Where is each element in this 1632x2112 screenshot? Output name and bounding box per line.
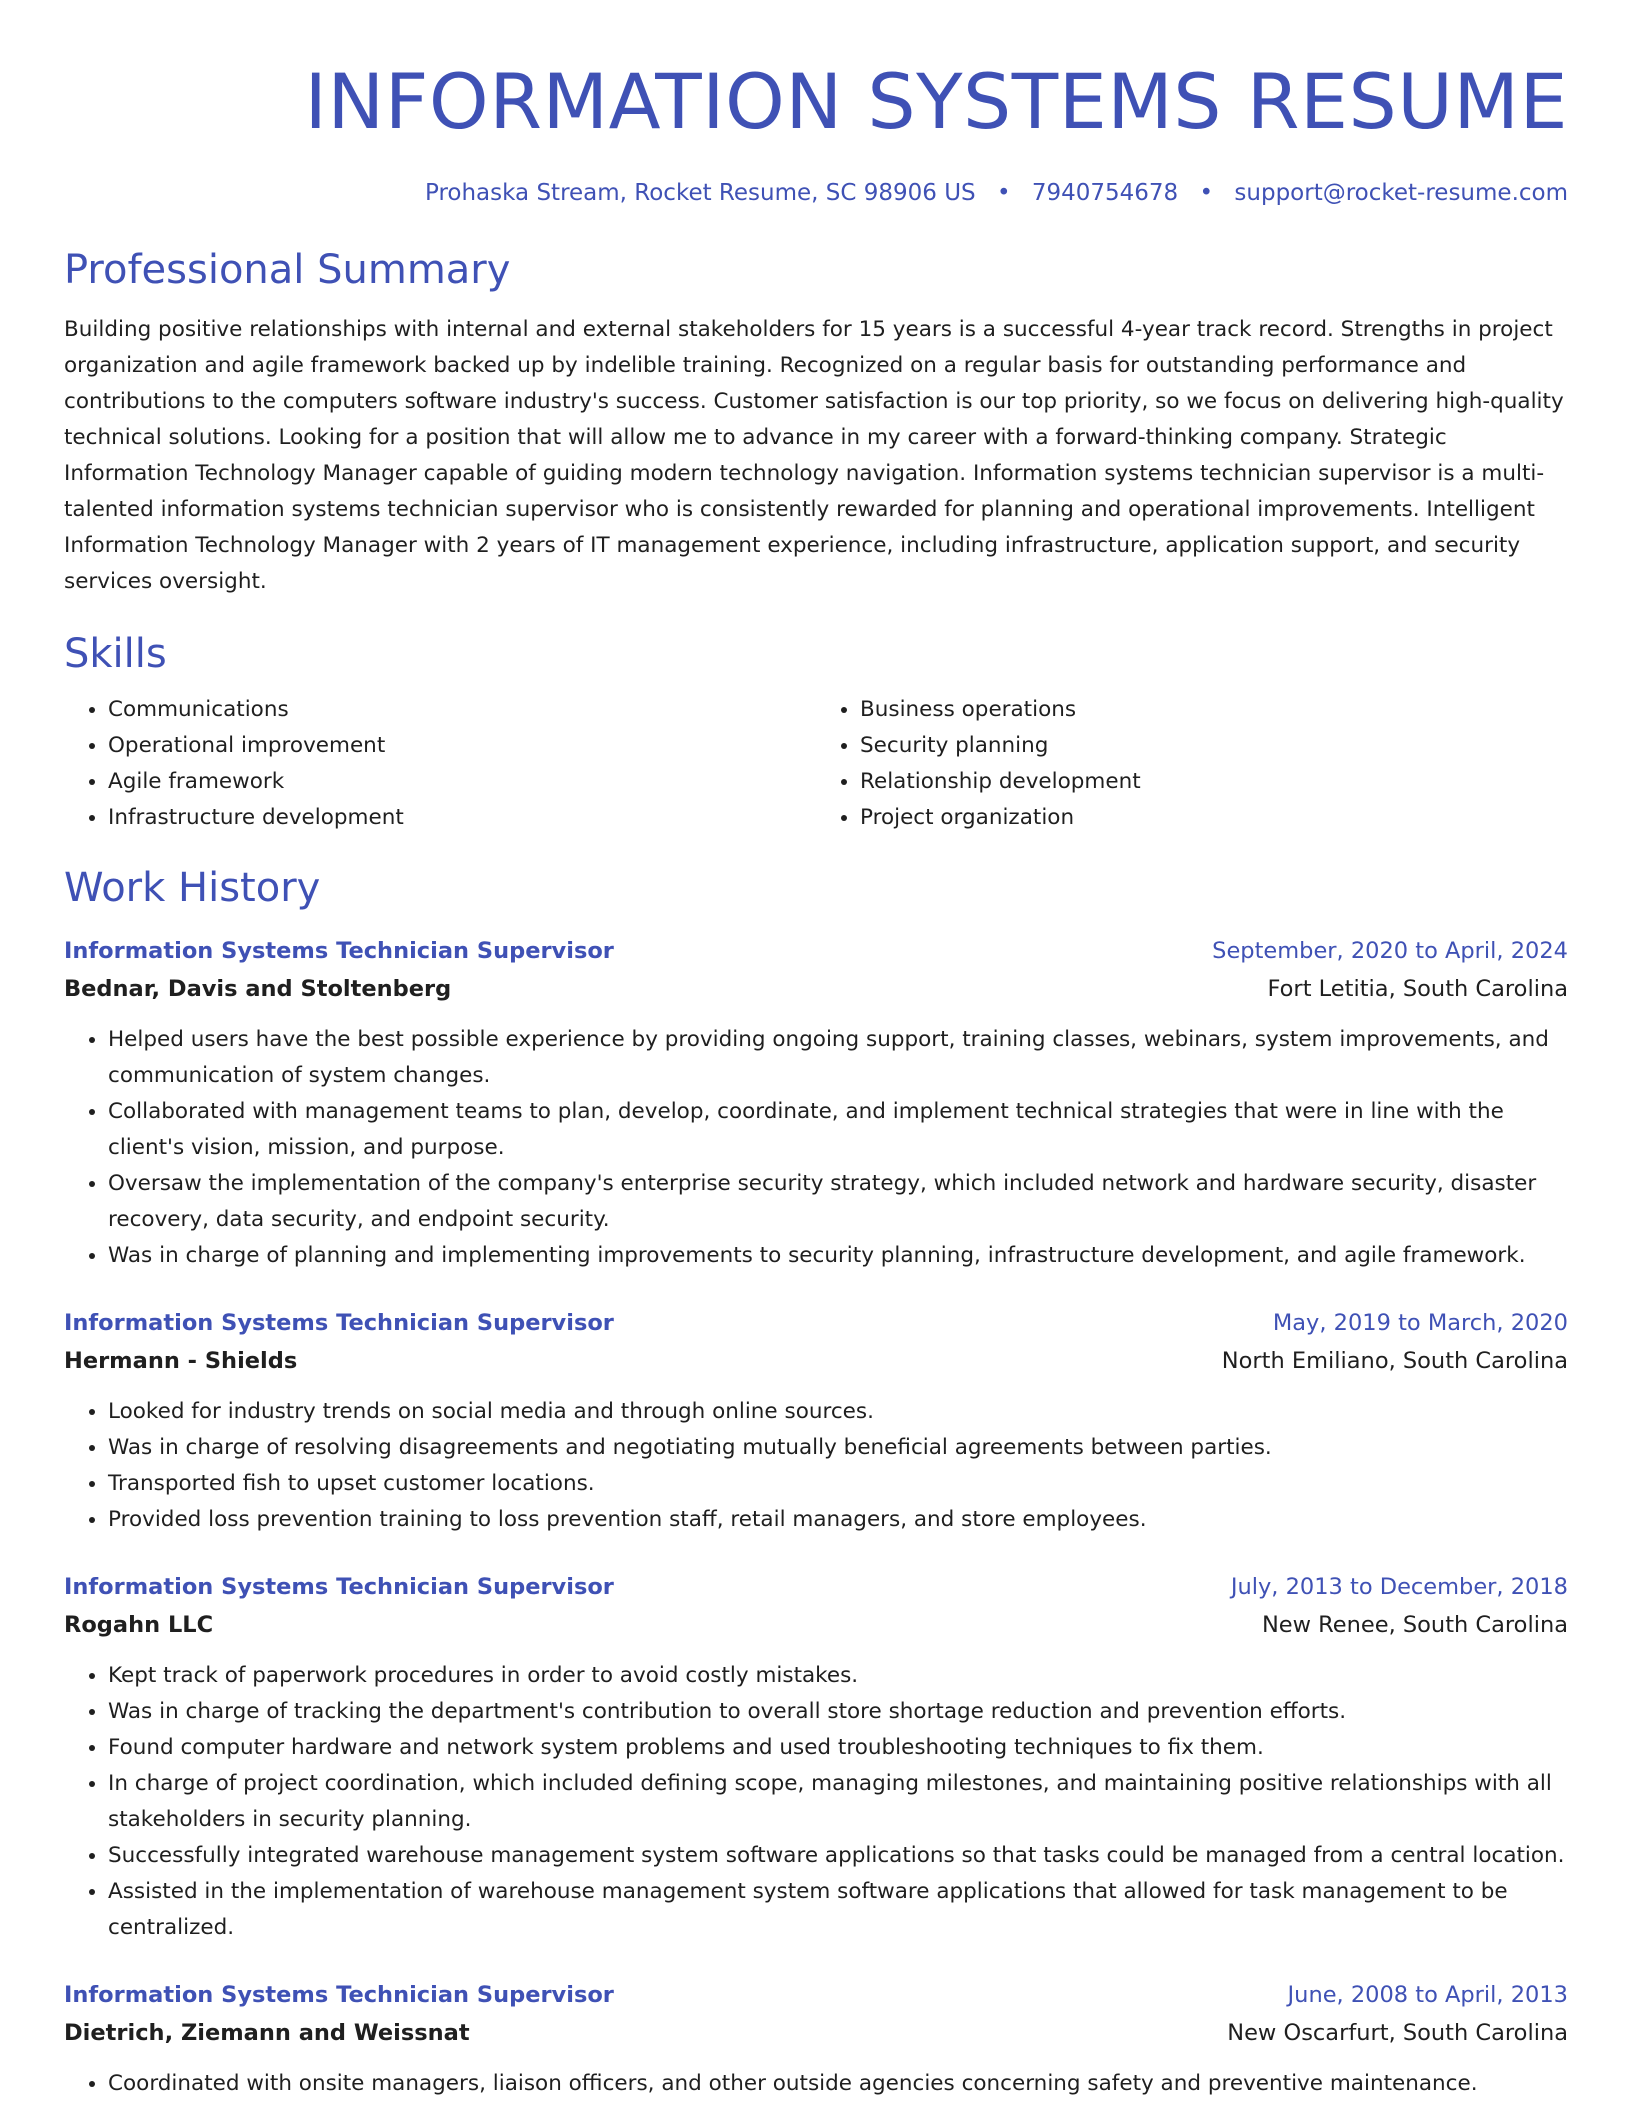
job-duties: [64, 1022, 1568, 1274]
job-duty: • Was in charge of planning and implementing improvements to security planning, infrastructure development, and agile framework.: [108, 1238, 1568, 1274]
contact-separator: •: [1199, 180, 1214, 206]
skills-list: [64, 692, 1568, 836]
job-company: Bednar, Davis and Stoltenberg: [64, 976, 452, 1002]
job-duties: [64, 2066, 1568, 2102]
skills-column-left: [64, 692, 816, 836]
job-duty: • Found computer hardware and network system problems and used troubleshooting techniques to fix them.: [108, 1730, 1568, 1766]
skill-item: • Relationship development: [860, 764, 1568, 800]
job-entry: [64, 932, 1568, 1274]
job-duty: • Provided loss prevention training to loss prevention staff, retail managers, and store employees.: [108, 1502, 1568, 1538]
work-history-heading: Work History: [64, 865, 321, 911]
contact-separator: •: [996, 180, 1011, 206]
job-entry: [64, 1976, 1568, 2102]
summary-heading: Professional Summary: [64, 247, 511, 293]
job-duty: • Looked for industry trends on social media and through online sources.: [108, 1394, 1568, 1430]
job-company: Hermann - Shields: [64, 1348, 298, 1374]
job-duty: • Was in charge of tracking the department's contribution to overall store shortage reduction and prevention efforts.: [108, 1694, 1568, 1730]
job-dates: July, 2013 to December, 2018: [1230, 1574, 1568, 1600]
job-duty: • Oversaw the implementation of the company's enterprise security strategy, which included network and hardware security, disaster recovery, data security, and endpoint security.: [108, 1166, 1568, 1238]
summary-text: Building positive relationships with internal and external stakeholders for 15 years is a successful 4-year track record. Strengths in project organization and agile framework backed up by indelible training. Recognized on a regular basis for outstanding performance and contributions to the computers software industry's success. Customer satisfaction is our top priority, so we focus on delivering high-quality technical solutions. Looking for a position that will allow me to advance in my career with a forward-thinking company. Strategic Information Technology Manager capable of guiding modern technology navigation. Information systems technician supervisor is a multi-talented information systems technician supervisor who is consistently rewarded for planning and operational improvements. Intelligent Information Technology Manager with 2 years of IT management experience, including infrastructure, application support, and security services oversight.: [64, 317, 1564, 594]
job-company: Rogahn LLC: [64, 1612, 214, 1638]
job-title: Information Systems Technician Supervisor: [64, 1310, 614, 1336]
job-entry: [64, 1568, 1568, 1946]
job-duty: • Helped users have the best possible experience by providing ongoing support, training classes, webinars, system improvements, and communication of system changes.: [108, 1022, 1568, 1094]
job-location: New Oscarfurt, South Carolina: [1227, 2020, 1568, 2046]
skill-item: • Business operations: [860, 692, 1568, 728]
contact-address: Prohaska Stream, Rocket Resume, SC 98906 US: [424, 180, 976, 206]
job-duty: • Collaborated with management teams to plan, develop, coordinate, and implement technical strategies that were in line with the client's vision, mission, and purpose.: [108, 1094, 1568, 1166]
job-duties: [64, 1394, 1568, 1538]
job-dates: September, 2020 to April, 2024: [1212, 938, 1568, 964]
job-title: Information Systems Technician Supervisor: [64, 1982, 614, 2008]
job-duty: • Kept track of paperwork procedures in order to avoid costly mistakes.: [108, 1658, 1568, 1694]
job-location: North Emiliano, South Carolina: [1221, 1348, 1568, 1374]
job-company: Dietrich, Ziemann and Weissnat: [64, 2020, 470, 2046]
resume-title: INFORMATION SYSTEMS RESUME: [304, 57, 1568, 146]
job-duty: • Was in charge of resolving disagreements and negotiating mutually beneficial agreements between parties.: [108, 1430, 1568, 1466]
contact-line: [64, 178, 1568, 208]
skill-item: • Project organization: [860, 800, 1568, 836]
job-location: Fort Letitia, South Carolina: [1267, 976, 1568, 1002]
job-duty: • Coordinated with onsite managers, liaison officers, and other outside agencies concerning safety and preventive maintenance.: [108, 2066, 1568, 2102]
skills-heading: Skills: [64, 631, 167, 677]
contact-phone: 7940754678: [1031, 180, 1179, 206]
skill-item: • Operational improvement: [108, 728, 816, 764]
job-duty: • In charge of project coordination, which included defining scope, managing milestones, and maintaining positive relationships with all stakeholders in security planning.: [108, 1766, 1568, 1838]
skill-item: • Communications: [108, 692, 816, 728]
job-location: New Renee, South Carolina: [1261, 1612, 1568, 1638]
contact-email: support@rocket-resume.com: [1234, 180, 1568, 206]
job-duty: • Successfully integrated warehouse management system software applications so that tasks could be managed from a central location.: [108, 1838, 1568, 1874]
skills-column-right: [816, 692, 1568, 836]
job-duty: • Transported fish to upset customer locations.: [108, 1466, 1568, 1502]
skill-item: • Agile framework: [108, 764, 816, 800]
job-duties: [64, 1658, 1568, 1946]
job-duty: • Assisted in the implementation of warehouse management system software applications that allowed for task management to be centralized.: [108, 1874, 1568, 1946]
job-title: Information Systems Technician Supervisor: [64, 1574, 614, 1600]
job-dates: May, 2019 to March, 2020: [1272, 1310, 1568, 1336]
job-dates: June, 2008 to April, 2013: [1287, 1982, 1568, 2008]
skill-item: • Infrastructure development: [108, 800, 816, 836]
skill-item: • Security planning: [860, 728, 1568, 764]
job-entry: [64, 1304, 1568, 1538]
job-title: Information Systems Technician Supervisor: [64, 938, 614, 964]
